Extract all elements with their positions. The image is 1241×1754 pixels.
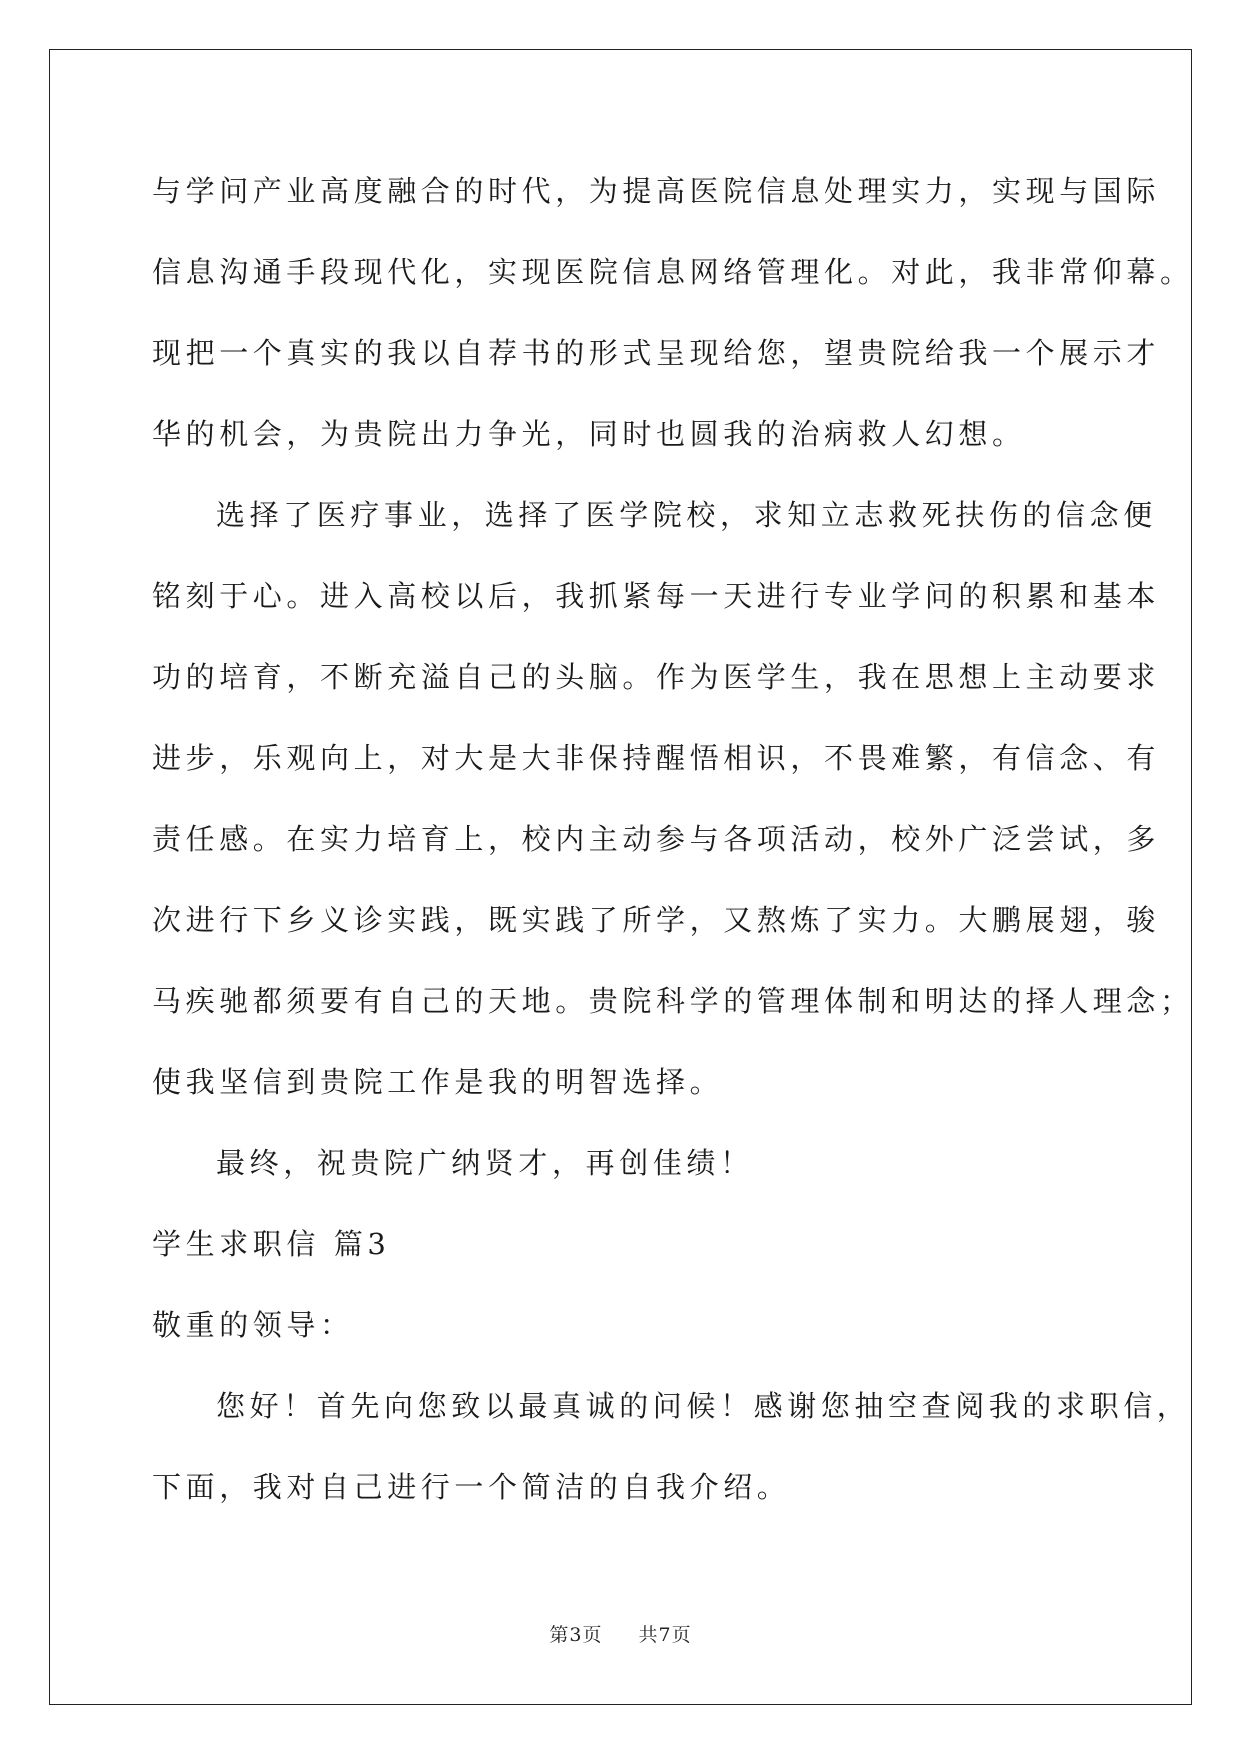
text-line: 责任感。在实力培育上，校内主动参与各项活动，校外广泛尝试，多 [152,822,1161,856]
text-line: 现把一个真实的我以自荐书的形式呈现给您，望贵院给我一个展示才 [152,336,1161,370]
salutation: 敬重的领导： [152,1308,354,1342]
paragraph-first-line: 选择了医疗事业，选择了医学院校，求知立志救死扶伤的信念便 [216,498,1157,532]
text-line: 与学问产业高度融合的时代，为提高医院信息处理实力，实现与国际 [152,174,1161,208]
closing-wish: 最终，祝贵院广纳贤才，再创佳绩！ [216,1146,754,1180]
text-line: 次进行下乡义诊实践，既实践了所学，又熬炼了实力。大鹏展翅，骏 [152,903,1161,937]
paragraph-first-line: 您好！首先向您致以最真诚的问候！感谢您抽空查阅我的求职信， [216,1389,1191,1423]
text-line: 下面，我对自己进行一个简洁的自我介绍。 [152,1470,791,1504]
document-body [152,160,1194,1537]
section-heading: 学生求职信 篇3 [152,1227,391,1261]
text-line: 华的机会，为贵院出力争光，同时也圆我的治病救人幻想。 [152,417,1026,451]
text-line: 信息沟通手段现代化，实现医院信息网络管理化。对此，我非常仰幕。 [152,255,1194,289]
text-line: 使我坚信到贵院工作是我的明智选择。 [152,1065,724,1099]
text-line: 铭刻于心。进入高校以后，我抓紧每一天进行专业学问的积累和基本 [152,579,1161,613]
text-line: 进步，乐观向上，对大是大非保持醒悟相识，不畏难繁，有信念、有 [152,741,1161,775]
text-line: 功的培育，不断充溢自己的头脑。作为医学生，我在思想上主动要求 [152,660,1161,694]
text-line: 马疾驰都须要有自己的天地。贵院科学的管理体制和明达的择人理念； [152,984,1194,1018]
page-number: 第3页 [549,1624,603,1646]
page-total: 共7页 [638,1624,692,1646]
page-footer [0,1620,1241,1647]
